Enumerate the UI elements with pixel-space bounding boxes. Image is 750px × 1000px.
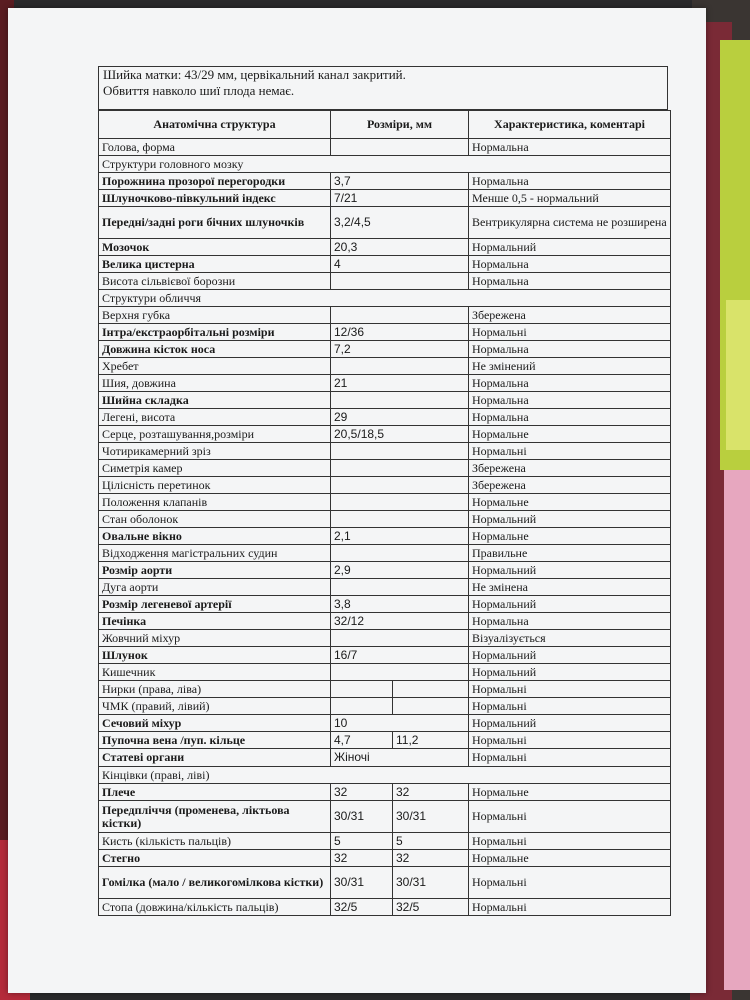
structure-name: Мозочок xyxy=(99,239,331,256)
table-row xyxy=(99,579,671,596)
size-value xyxy=(331,307,469,324)
comment-cell: Збережена xyxy=(469,477,671,494)
comment-cell: Нормальні xyxy=(469,899,671,916)
structure-name: Хребет xyxy=(99,358,331,375)
structure-name: Цілісність перетинок xyxy=(99,477,331,494)
size-value xyxy=(331,139,469,156)
comment-cell: Нормальна xyxy=(469,409,671,426)
section-label: Кінцівки (праві, ліві) xyxy=(99,767,671,784)
structure-name: Велика цистерна xyxy=(99,256,331,273)
size-left: 30/31 xyxy=(393,801,469,833)
structure-name: Стопа (довжина/кількість пальців) xyxy=(99,899,331,916)
comment-cell: Збережена xyxy=(469,460,671,477)
table-row xyxy=(99,784,671,801)
pink-binder xyxy=(724,470,750,990)
table-row xyxy=(99,681,671,698)
size-value: 21 xyxy=(331,375,469,392)
comment-cell: Нормальні xyxy=(469,867,671,899)
size-left: 32 xyxy=(393,784,469,801)
size-value: 20,5/18,5 xyxy=(331,426,469,443)
size-value: 12/36 xyxy=(331,324,469,341)
comment-cell: Нормальна xyxy=(469,173,671,190)
structure-name: Сечовий міхур xyxy=(99,715,331,732)
table-row xyxy=(99,139,671,156)
table-row xyxy=(99,190,671,207)
comment-cell: Нормальні xyxy=(469,443,671,460)
size-value xyxy=(331,579,469,596)
size-value: 3,7 xyxy=(331,173,469,190)
structure-name: Овальне вікно xyxy=(99,528,331,545)
size-value xyxy=(331,392,469,409)
table-row xyxy=(99,307,671,324)
table-row xyxy=(99,341,671,358)
table-row xyxy=(99,850,671,867)
comment-cell: Нормальний xyxy=(469,239,671,256)
table-row xyxy=(99,156,671,173)
structure-name: Шлунок xyxy=(99,647,331,664)
ultrasound-table xyxy=(98,110,671,916)
size-value xyxy=(331,664,469,681)
table-row xyxy=(99,409,671,426)
size-value: 10 xyxy=(331,715,469,732)
comment-cell: Нормальне xyxy=(469,850,671,867)
size-right: 32/5 xyxy=(331,899,393,916)
size-left: 30/31 xyxy=(393,867,469,899)
table-row xyxy=(99,460,671,477)
structure-name: Інтра/екстраорбітальні розміри xyxy=(99,324,331,341)
table-row xyxy=(99,801,671,833)
table-row xyxy=(99,630,671,647)
section-label: Структури головного мозку xyxy=(99,156,671,173)
table-row xyxy=(99,545,671,562)
comment-cell: Нормальний xyxy=(469,647,671,664)
size-right: 30/31 xyxy=(331,801,393,833)
comment-cell: Збережена xyxy=(469,307,671,324)
table-row xyxy=(99,256,671,273)
size-left: 11,2 xyxy=(393,732,469,749)
size-value xyxy=(331,511,469,528)
size-value: 7/21 xyxy=(331,190,469,207)
table-row xyxy=(99,899,671,916)
size-value: 3,2/4,5 xyxy=(331,207,469,239)
comment-cell: Менше 0,5 - нормальний xyxy=(469,190,671,207)
size-right: 32 xyxy=(331,784,393,801)
size-left: 32/5 xyxy=(393,899,469,916)
table-row xyxy=(99,173,671,190)
structure-name: Жовчний міхур xyxy=(99,630,331,647)
structure-name: Розмір легеневої артерії xyxy=(99,596,331,613)
document-header xyxy=(98,66,668,110)
size-value: 4 xyxy=(331,256,469,273)
comment-cell: Нормальний xyxy=(469,596,671,613)
comment-cell: Нормальна xyxy=(469,139,671,156)
structure-name: Дуга аорти xyxy=(99,579,331,596)
size-value xyxy=(331,630,469,647)
structure-name: Розмір аорти xyxy=(99,562,331,579)
comment-cell: Не змінений xyxy=(469,358,671,375)
table-row xyxy=(99,494,671,511)
comment-cell: Нормальна xyxy=(469,392,671,409)
table-row xyxy=(99,833,671,850)
structure-name: Стегно xyxy=(99,850,331,867)
structure-name: Голова, форма xyxy=(99,139,331,156)
cervix-line: Шийка матки: 43/29 мм, цервікальний канал закритий. xyxy=(103,67,406,82)
comment-cell: Нормальний xyxy=(469,664,671,681)
size-value: 20,3 xyxy=(331,239,469,256)
structure-name: Шийна складка xyxy=(99,392,331,409)
comment-cell: Візуалізується xyxy=(469,630,671,647)
structure-name: Легені, висота xyxy=(99,409,331,426)
comment-cell: Нормальний xyxy=(469,511,671,528)
table-row xyxy=(99,443,671,460)
size-value: Жіночі xyxy=(331,749,469,767)
comment-cell: Нормальна xyxy=(469,273,671,290)
size-value: 32/12 xyxy=(331,613,469,630)
section-label: Структури обличчя xyxy=(99,290,671,307)
structure-name: Передпліччя (променева, ліктьова кістки) xyxy=(99,801,331,833)
size-right: 5 xyxy=(331,833,393,850)
size-value xyxy=(331,443,469,460)
table-row xyxy=(99,749,671,767)
size-right xyxy=(331,698,393,715)
comment-cell: Нормальна xyxy=(469,375,671,392)
structure-name: Гомілка (мало / великогомілкова кістки) xyxy=(99,867,331,899)
comment-cell: Нормальні xyxy=(469,801,671,833)
table-row xyxy=(99,698,671,715)
size-value xyxy=(331,545,469,562)
size-value xyxy=(331,358,469,375)
table-row xyxy=(99,867,671,899)
column-header-comment: Характеристика, коментарі xyxy=(469,111,671,139)
comment-cell: Нормальне xyxy=(469,528,671,545)
structure-name: Порожнина прозорої перегородки xyxy=(99,173,331,190)
table-row xyxy=(99,426,671,443)
size-value: 2,9 xyxy=(331,562,469,579)
size-right: 30/31 xyxy=(331,867,393,899)
structure-name: Пупочна вена /пуп. кільце xyxy=(99,732,331,749)
structure-name: Відходження магістральних судин xyxy=(99,545,331,562)
structure-name: Верхня губка xyxy=(99,307,331,324)
comment-cell: Нормальна xyxy=(469,256,671,273)
table-row xyxy=(99,290,671,307)
cord-line: Обвиття навколо шиї плода немає. xyxy=(103,83,295,98)
structure-name: Шия, довжина xyxy=(99,375,331,392)
structure-name: Печінка xyxy=(99,613,331,630)
structure-name: Кишечник xyxy=(99,664,331,681)
size-left: 5 xyxy=(393,833,469,850)
structure-name: Передні/задні роги бічних шлуночків xyxy=(99,207,331,239)
comment-cell: Нормальне xyxy=(469,426,671,443)
size-value: 16/7 xyxy=(331,647,469,664)
comment-cell: Нормальні xyxy=(469,698,671,715)
comment-cell: Нормальні xyxy=(469,681,671,698)
column-header-structure: Анатомічна структура xyxy=(99,111,331,139)
table-row xyxy=(99,715,671,732)
table-row xyxy=(99,358,671,375)
structure-name: Чотирикамерний зріз xyxy=(99,443,331,460)
structure-name: Довжина кісток носа xyxy=(99,341,331,358)
table-header-row xyxy=(99,111,671,139)
table-row xyxy=(99,375,671,392)
size-value xyxy=(331,273,469,290)
structure-name: Плече xyxy=(99,784,331,801)
comment-cell: Нормальні xyxy=(469,732,671,749)
table-row xyxy=(99,562,671,579)
structure-name: Кисть (кількість пальців) xyxy=(99,833,331,850)
table-row xyxy=(99,647,671,664)
table-row xyxy=(99,477,671,494)
size-left: 32 xyxy=(393,850,469,867)
structure-name: Стан оболонок xyxy=(99,511,331,528)
size-left xyxy=(393,681,469,698)
comment-cell: Нормальне xyxy=(469,784,671,801)
structure-name: Нирки (права, ліва) xyxy=(99,681,331,698)
structure-name: Висота сільвієвої борозни xyxy=(99,273,331,290)
size-value: 3,8 xyxy=(331,596,469,613)
comment-cell: Нормальні xyxy=(469,749,671,767)
structure-name: Шлуночково-півкульний індекс xyxy=(99,190,331,207)
table-row xyxy=(99,273,671,290)
comment-cell: Не змінена xyxy=(469,579,671,596)
size-right xyxy=(331,681,393,698)
comment-cell: Нормальне xyxy=(469,494,671,511)
size-value xyxy=(331,477,469,494)
size-value: 2,1 xyxy=(331,528,469,545)
size-value: 29 xyxy=(331,409,469,426)
column-header-size: Розміри, мм xyxy=(331,111,469,139)
table-row xyxy=(99,732,671,749)
table-row xyxy=(99,528,671,545)
structure-name: Симетрія камер xyxy=(99,460,331,477)
table-row xyxy=(99,511,671,528)
green-binder-light xyxy=(726,300,750,450)
comment-cell: Нормальні xyxy=(469,833,671,850)
table-row xyxy=(99,664,671,681)
table-row xyxy=(99,239,671,256)
table-row xyxy=(99,767,671,784)
comment-cell: Нормальна xyxy=(469,341,671,358)
structure-name: Серце, розташування,розміри xyxy=(99,426,331,443)
size-right: 32 xyxy=(331,850,393,867)
structure-name: Положення клапанів xyxy=(99,494,331,511)
table-row xyxy=(99,613,671,630)
comment-cell: Нормальна xyxy=(469,613,671,630)
table-row xyxy=(99,207,671,239)
comment-cell: Нормальні xyxy=(469,324,671,341)
size-value xyxy=(331,460,469,477)
size-right: 4,7 xyxy=(331,732,393,749)
size-left xyxy=(393,698,469,715)
size-value: 7,2 xyxy=(331,341,469,358)
structure-name: ЧМК (правий, лівий) xyxy=(99,698,331,715)
comment-cell: Нормальний xyxy=(469,562,671,579)
table-row xyxy=(99,324,671,341)
comment-cell: Нормальний xyxy=(469,715,671,732)
comment-cell: Вентрикулярна система не розширена xyxy=(469,207,671,239)
comment-cell: Правильне xyxy=(469,545,671,562)
table-row xyxy=(99,596,671,613)
structure-name: Статеві органи xyxy=(99,749,331,767)
table-row xyxy=(99,392,671,409)
size-value xyxy=(331,494,469,511)
